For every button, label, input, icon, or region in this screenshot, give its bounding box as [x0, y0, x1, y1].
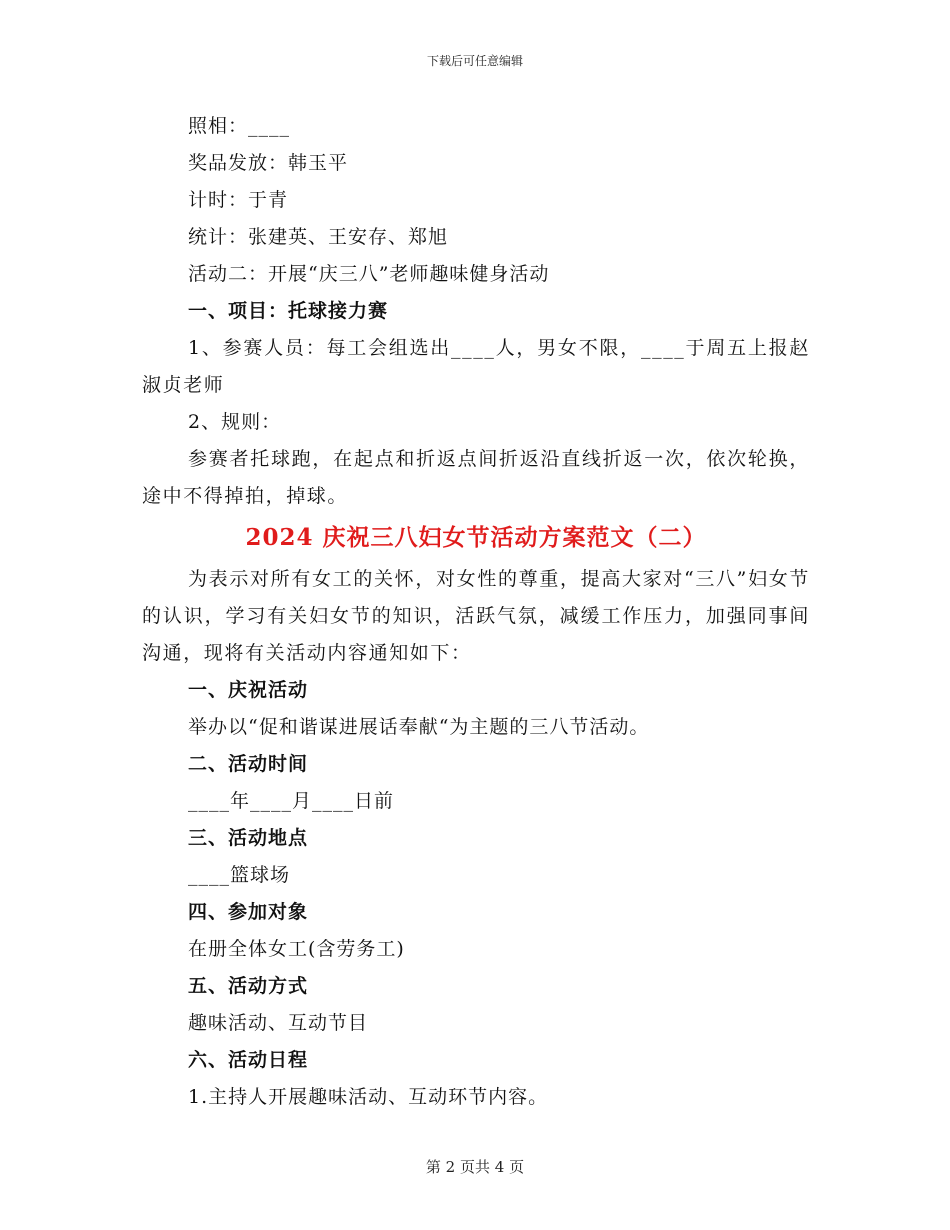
activity-two-line: 活动二：开展“庆三八”老师趣味健身活动	[188, 263, 550, 285]
section-text-schedule: 1.主持人开展趣味活动、互动环节内容。	[188, 1086, 549, 1108]
page-header: 下载后可任意编辑	[426, 54, 523, 68]
timing-line: 计时：于青	[188, 189, 289, 211]
section-heading-time: 二、活动时间	[188, 753, 309, 775]
prize-line: 奖品发放：韩玉平	[188, 152, 349, 174]
document-title: 2024 庆祝三八妇女节活动方案范文（二）	[245, 524, 707, 551]
page-footer: 第 2 页共 4 页	[425, 1158, 525, 1176]
section-heading-location: 三、活动地点	[188, 827, 309, 849]
section-heading-participants: 四、参加对象	[188, 901, 309, 923]
statistics-line: 统计：张建英、王安存、郑旭	[188, 226, 449, 248]
document-body	[142, 108, 810, 1116]
section-heading-celebration: 一、庆祝活动	[188, 679, 309, 701]
intro-paragraph: 为表示对所有女工的关怀，对女性的尊重，提高大家对“三八”妇女节的认识，学习有关妇女节的知识，活跃气氛，减缓工作压力，加强同事间沟通，现将有关活动内容通知如下：	[142, 568, 810, 664]
photo-line: 照相：____	[188, 115, 291, 137]
section-text-location: ____篮球场	[188, 864, 291, 886]
section-heading-method: 五、活动方式	[188, 975, 309, 997]
section-text-participants: 在册全体女工(含劳务工)	[188, 938, 405, 960]
participants-paragraph: 1、参赛人员：每工会组选出____人，男女不限，____于周五上报赵淑贞老师	[142, 337, 810, 396]
rules-label: 2、规则：	[188, 411, 282, 433]
project-heading: 一、项目：托球接力赛	[188, 300, 389, 322]
section-text-celebration: 举办以“促和谐谋进展话奉献“为主题的三八节活动。	[188, 716, 650, 738]
section-text-method: 趣味活动、互动节目	[188, 1012, 369, 1034]
section-text-time: ____年____月____日前	[188, 790, 395, 812]
section-heading-schedule: 六、活动日程	[188, 1049, 309, 1071]
rules-paragraph: 参赛者托球跑，在起点和折返点间折返沿直线折返一次，依次轮换，途中不得掉拍，掉球。	[142, 448, 810, 507]
